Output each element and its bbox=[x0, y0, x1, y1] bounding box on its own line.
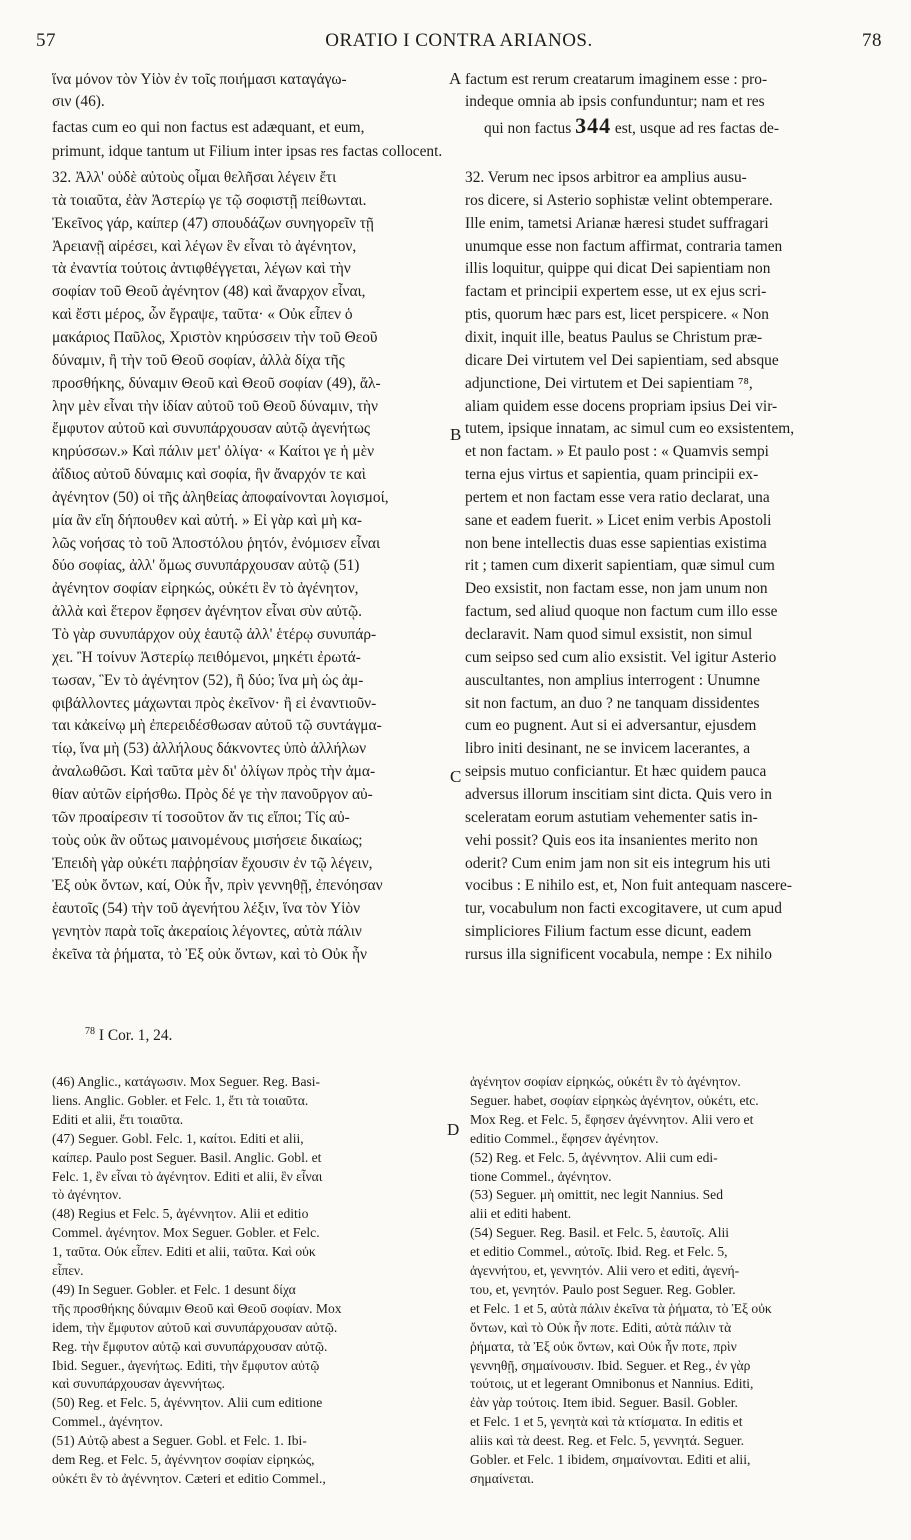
note-line: 1, ταῦτα. Οὐκ εἶπεν. Editi et alii, ταῦτα. Καὶ οὐκ bbox=[52, 1244, 316, 1260]
greek-text-line: ἀΐδιος αὐτοῦ δύναμις καὶ σοφία, ἣν ἄναρχόν τε καὶ bbox=[52, 466, 366, 484]
latin-text-line: adversus illorum inscitiam sint dicta. Quis vero in bbox=[465, 785, 772, 803]
greek-intro-line: σιν (46). bbox=[52, 93, 105, 110]
latin-text-line: aliam quidem esse docens propriam ipsius Dei vir- bbox=[465, 397, 778, 415]
note-line: τούτοις, ut et legerant Omnibonus et Nannius. Editi, bbox=[470, 1376, 754, 1392]
greek-text-line: τοὺς οὐκ ἂν οὕτως μαινομένους μισήσειε δικαίως; bbox=[52, 831, 363, 849]
greek-text-line: δύο σοφίας, ἀλλ' ὅμως συνυπάρχουσαν αὐτῷ (51) bbox=[52, 557, 360, 575]
note-line: καίπερ. Paulo post Seguer. Basil. Anglic. Gobl. et bbox=[52, 1149, 322, 1165]
footnote-text: I Cor. 1, 24. bbox=[98, 1027, 173, 1045]
note-line: et Felc. 1 et 5, γενητὰ καὶ τὰ κτίσματα. In editis et bbox=[470, 1414, 743, 1430]
latin-text-line: sceleratam eorum astutiam vehementer satis in- bbox=[465, 808, 758, 826]
greek-text-line: Τὸ γὰρ συνυπάρχον οὐχ ἑαυτῷ ἀλλ' ἑτέρῳ συνυπάρ- bbox=[52, 626, 377, 643]
latin-text-line: auscultantes, non amplius interrogent : Unumne bbox=[465, 671, 760, 689]
latin-intro-line: factum est rerum creatarum imaginem esse : pro- bbox=[465, 71, 768, 88]
greek-text-line: τὰ τοιαῦτα, ἐὰν Ἀστερίῳ γε τῷ σοφιστῇ πείθωνται. bbox=[52, 191, 367, 209]
full-width-line: primunt, idque tantum ut Filium inter ipsas res factas collocent. bbox=[52, 143, 443, 160]
greek-text-line: Ἐκεῖνος γάρ, καίπερ (47) σπουδάζων συνηγορεῖν τῇ bbox=[52, 214, 374, 232]
note-line: (48) Regius et Felc. 5, ἀγέννητον. Alii et editio bbox=[52, 1206, 309, 1222]
latin-text-line: factum, sed aliud quoque non factum cum illo esse bbox=[465, 603, 778, 621]
greek-text-line: ἑαυτοῖς (54) τὴν τοῦ ἀγενήτου λέξιν, ἵνα τὸν Υἱὸν bbox=[52, 900, 361, 918]
greek-text-line: ται κἀκείνῳ μὴ ἐπερειδέσθωσαν αὐτοῦ τῷ συντάγμα- bbox=[52, 717, 382, 735]
latin-text-line: Deo exsistit, non factam esse, non jam unum non bbox=[465, 580, 768, 598]
note-line: alii et editi habent. bbox=[470, 1206, 572, 1222]
margin-letter-b: B bbox=[450, 425, 462, 444]
full-width-line-split bbox=[484, 116, 884, 138]
note-line: idem, τὴν ἔμφυτον αὐτοῦ καὶ συνυπάρχουσαν αὐτῷ. bbox=[52, 1319, 338, 1335]
note-line: et editio Commel., αὐτοῖς. Ibid. Reg. et Felc. 5, bbox=[470, 1244, 728, 1260]
margin-letter-a: A bbox=[449, 69, 462, 88]
latin-text-line: illis loquitur, quippe qui dicat Dei sapientiam non bbox=[465, 260, 771, 278]
greek-text-line: σοφίαν τοῦ Θεοῦ ἀγένητον (48) καὶ ἄναρχον εἶναι, bbox=[52, 283, 366, 301]
latin-text-line: unumque esse non factum affirmat, contraria tamen bbox=[465, 237, 783, 255]
latin-text-line: non bene intellectis duas esse sapientias existima bbox=[465, 534, 767, 552]
latin-text-line: cum eo pugnent. Aut si ei adversantur, ejusdem bbox=[465, 717, 757, 735]
latin-text-line: seipsis mutuo conficiantur. Et hæc quidem pauca bbox=[465, 763, 767, 781]
latin-text-line: adjunctione, Dei virtutem et Dei sapientiam ⁷⁸, bbox=[465, 374, 753, 392]
latin-text-line: vehi possit? Quis eos ita insanientes merito non bbox=[465, 831, 758, 849]
note-line: editio Commel., ἔφησεν ἀγένητον. bbox=[470, 1130, 659, 1146]
note-line: Gobler. et Felc. 1 ibidem, σημαίνονται. Editi et alii, bbox=[470, 1452, 751, 1467]
latin-text-line: 32. Verum nec ipsos arbitror ea amplius ausu- bbox=[465, 169, 747, 186]
greek-text-line: τωσαν, Ἓν τὸ ἀγένητον (52), ἢ δύο; ἵνα μὴ ὡς ἀμ- bbox=[52, 671, 364, 689]
note-line: (52) Reg. et Felc. 5, ἀγέννητον. Alii cum edi- bbox=[470, 1149, 718, 1165]
note-line: (53) Seguer. μὴ omittit, nec legit Nannius. Sed bbox=[470, 1187, 724, 1203]
greek-text-line: Ἐξ οὐκ ὄντων, καί, Οὐκ ἦν, πρὶν γεννηθῇ, ἐπενόησαν bbox=[52, 877, 383, 895]
note-line: Commel. ἀγένητον. Mox Seguer. Gobler. et Felc. bbox=[52, 1225, 320, 1241]
latin-text-line: libro initi desinant, ne se invicem lacerantes, a bbox=[465, 740, 751, 758]
note-line: (54) Seguer. Reg. Basil. et Felc. 5, ἑαυτοῖς. Alii bbox=[470, 1225, 730, 1241]
greek-text-line: τὰ ἐναντία τούτοις ἀντιφθέγγεται, λέγων καὶ τὴν bbox=[52, 260, 351, 278]
note-line: dem Reg. et Felc. 5, ἀγέννητον σοφίαν εἰρηκώς, bbox=[52, 1452, 315, 1467]
note-line: (49) In Seguer. Gobler. et Felc. 1 desunt δίχα bbox=[52, 1281, 296, 1297]
latin-text-line: terna ejus virtus et sapientia, quam principii ex- bbox=[465, 466, 759, 484]
note-line: ἐὰν γὰρ τούτοις. Item ibid. Seguer. Basil. Gobler. bbox=[470, 1395, 738, 1411]
greek-text-line: χει. Ἢ τοίνυν Ἀστερίῳ πειθόμενοι, μηκέτι ἐρωτά- bbox=[52, 648, 361, 666]
margin-letter-c: C bbox=[450, 767, 462, 786]
note-line: οὐκέτι ἓν τὸ ἀγέννητον. Cæteri et editio Commel., bbox=[52, 1470, 326, 1486]
greek-text-line: γενητὸν παρὰ τοῖς ἀκεραίοις λέγοντες, αὐτὰ πάλιν bbox=[52, 923, 362, 941]
greek-text-line: ἀγένητον (50) οἱ τῆς ἀληθείας ἀποφαίνονται λογισμοί, bbox=[52, 488, 389, 506]
note-line: (46) Anglic., κατάγωσιν. Mox Seguer. Reg. Basi- bbox=[52, 1074, 321, 1089]
note-line: Seguer. habet, σοφίαν εἰρηκὼς ἀγένητον, οὐκέτι, etc. bbox=[470, 1092, 759, 1108]
note-line: liens. Anglic. Gobler. et Felc. 1, ἔτι τὰ τοιαῦτα. bbox=[52, 1092, 309, 1108]
greek-text-line: ἔμφυτον αὐτοῦ καὶ συνυπάρχουσαν αὐτῷ ἀγενήτως bbox=[52, 420, 370, 438]
note-line: Mox Reg. et Felc. 5, ἔφησεν ἀγέννητον. Alii vero et bbox=[470, 1111, 754, 1127]
latin-text-line: simpliciores Filium factum esse dicunt, eadem bbox=[465, 923, 752, 941]
latin-text-line: vocibus : E nihilo est, et, Non fuit antequam nascere- bbox=[465, 877, 792, 895]
latin-text-line: sane et eadem fuerit. » Licet enim verbis Apostoli bbox=[465, 511, 772, 529]
footnote-mark: 78 bbox=[85, 1026, 95, 1037]
greek-text-line: 32. Ἀλλ' οὐδὲ αὐτοὺς οἶμαι θελῆσαι λέγειν ἔτι bbox=[52, 169, 337, 186]
greek-text-line: τῶν προαίρεσιν τί τοσοῦτον ἄν τις εἴποι; Τίς αὐ- bbox=[52, 808, 350, 826]
note-line: τὸ ἀγένητον. bbox=[52, 1187, 122, 1203]
greek-intro-line: ἵνα μόνον τὸν Υἱὸν ἐν τοῖς ποιήμασι καταγάγω- bbox=[52, 71, 347, 88]
latin-text-line: et non factam. » Et paulo post : « Quamvis sempi bbox=[465, 443, 769, 461]
note-line: Commel., ἀγένητον. bbox=[52, 1414, 163, 1430]
note-line: Editi et alii, ἔτι τοιαῦτα. bbox=[52, 1111, 184, 1127]
note-line: γεννηθῇ, σημαίνουσιν. Ibid. Seguer. et Reg., ἐν γὰρ bbox=[470, 1357, 751, 1373]
greek-text-line: ἀγένητον σοφίαν εἰρηκώς, οὐκέτι ἓν τὸ ἀγένητον, bbox=[52, 580, 359, 598]
note-line: τῆς προσθήκης δύναμιν Θεοῦ καὶ Θεοῦ σοφίαν. Mox bbox=[52, 1300, 342, 1316]
latin-intro-line: indeque omnia ab ipsis confunduntur; nam et res bbox=[465, 93, 765, 110]
latin-text-line: ptis, quorum hæc pars est, licet perspicere. « Non bbox=[465, 306, 769, 324]
full-width-line: factas cum eo qui non factus est adæquant, et eum, bbox=[52, 119, 365, 136]
latin-text-line: sit non factum, an duo ? ne tanquam dissidentes bbox=[465, 694, 760, 712]
note-line: καὶ συνυπάρχουσαν ἀγεννήτως. bbox=[52, 1376, 226, 1392]
main-footnote bbox=[85, 1026, 172, 1045]
greek-text-line: Ἐπειδὴ γὰρ οὐκέτι παῤῥησίαν ἔχουσιν ἐν τῷ λέγειν, bbox=[52, 854, 373, 872]
greek-text-line: θίαν αὐτῶν εἰρήσθω. Πρὸς δέ γε τὴν πανοῦργον αὐ- bbox=[52, 785, 373, 803]
latin-text-line: dixit, inquit ille, beatus Paulus se Christum præ- bbox=[465, 328, 763, 346]
greek-text-line: καὶ ἔστι μέρος, ὧν ἔγραψε, ταῦτα· « Οὐκ εἶπεν ὁ bbox=[52, 306, 353, 324]
greek-text-line: δύναμιν, ἢ τὴν τοῦ Θεοῦ σοφίαν, ἀλλὰ δίχα τῆς bbox=[52, 351, 345, 369]
page-number-left: 57 bbox=[36, 30, 56, 51]
note-line: σημαίνεται. bbox=[470, 1470, 534, 1486]
greek-text-line: ἐκεῖνα τὰ ῥήματα, τὸ Ἐξ οὐκ ὄντων, καὶ τὸ Οὐκ ἦν bbox=[52, 945, 368, 963]
latin-text-line: pertem et non factam esse vera ratio declarat, una bbox=[465, 488, 770, 506]
latin-text-line: oderit? Cum enim jam non sit eis integrum his uti bbox=[465, 854, 771, 872]
note-line: ἀγεννήτου, et, γεννητόν. Alii vero et editi, ἀγενή- bbox=[470, 1263, 740, 1278]
note-line: του, et, γενητόν. Paulo post Seguer. Reg. Gobler. bbox=[470, 1281, 736, 1297]
note-line: εἶπεν. bbox=[52, 1263, 84, 1278]
page-number-right: 78 bbox=[862, 30, 882, 51]
note-line: et Felc. 1 et 5, αὐτὰ πάλιν ἐκεῖνα τὰ ῥήματα, τὸ Ἐξ οὐκ bbox=[470, 1300, 772, 1316]
latin-text-line: rursus illa significent vocabula, nempe : Ex nihilo bbox=[465, 945, 772, 963]
latin-text-line: declaravit. Nam quod simul exsistit, non simul bbox=[465, 626, 753, 643]
note-line: Felc. 1, ἓν εἶναι τὸ ἀγένητον. Editi et alii, ἓν εἶναι bbox=[52, 1168, 323, 1184]
greek-text-line: προσθήκης, δύναμιν Θεοῦ καὶ Θεοῦ σοφίαν (49), ἄλ- bbox=[52, 374, 381, 392]
greek-text-line: ἀλλὰ καὶ ἕτερον ἔφησεν ἀγένητον εἶναι σὺν αὐτῷ. bbox=[52, 603, 363, 621]
greek-text-line: κηρύσσων.» Καὶ πάλιν μετ' ὀλίγα· « Καίτοι γε ἡ μὲν bbox=[52, 443, 375, 461]
greek-text-line: ἀναλωθῶσι. Καὶ ταῦτα μὲν δι' ὀλίγων πρὸς τὴν ἀμα- bbox=[52, 763, 376, 781]
greek-text-line: τίῳ, ἵνα μὴ (53) ἀλλήλους δάκνοντες ὑπὸ ἀλλήλων bbox=[52, 740, 367, 758]
latin-text-line: cum seipso sed cum alio exsistit. Vel igitur Asterio bbox=[465, 648, 777, 666]
page-header bbox=[36, 30, 882, 56]
latin-text-line: factam et principii expertem esse, ut ex ejus scri- bbox=[465, 283, 767, 301]
note-line: ἀγένητον σοφίαν εἰρηκώς, οὐκέτι ἓν τὸ ἀγένητον. bbox=[470, 1074, 741, 1089]
note-line: (50) Reg. et Felc. 5, ἀγέννητον. Alii cum editione bbox=[52, 1395, 323, 1411]
greek-text-line: λην μὲν εἶναι τὴν ἰδίαν αὐτοῦ τοῦ Θεοῦ δύναμιν, τὴν bbox=[52, 397, 379, 415]
note-line: Ibid. Seguer., ἀγενήτως. Editi, τὴν ἔμφυτον αὐτῷ bbox=[52, 1357, 320, 1373]
note-line: tione Commel., ἀγένητον. bbox=[470, 1168, 612, 1184]
note-line: (47) Seguer. Gobl. Felc. 1, καίτοι. Editi et alii, bbox=[52, 1130, 304, 1146]
latin-text-line: rit ; tamen cum dixerit sapientiam, quæ simul cum bbox=[465, 557, 775, 575]
greek-text-line: μία ἂν εἴη δήπουθεν καὶ αὐτή. » Εἰ γὰρ καὶ μὴ κα- bbox=[52, 511, 362, 529]
note-line: (51) Αὐτῷ abest a Seguer. Gobl. et Felc. 1. Ibi- bbox=[52, 1433, 307, 1449]
latin-text-line: Ille enim, tametsi Arianæ hæresi studet suffragari bbox=[465, 214, 769, 232]
latin-text-line: tutem, ipsique innatam, ac simul cum eo exsistentem, bbox=[465, 420, 795, 438]
latin-text-line: dicare Dei virtutem vel Dei sapientiam, sed absque bbox=[465, 351, 779, 369]
greek-text-line: λῶς νοήσας τὸ τοῦ Ἀποστόλου ῥητόν, ἐνόμισεν εἶναι bbox=[52, 534, 381, 552]
greek-text-line: μακάριος Παῦλος, Χριστὸν κηρύσσειν τὴν τοῦ Θεοῦ bbox=[52, 328, 378, 346]
latin-text-line: ros dicere, si Asterio sophistæ velint obtemperare. bbox=[465, 191, 773, 209]
note-line: aliis καὶ τὰ deest. Reg. et Felc. 5, γεννητά. Seguer. bbox=[470, 1433, 745, 1449]
greek-text-line: φιβάλλοντες μάχωνται πρὸς ἐκεῖνον· ἢ εἰ ἐναντιοῦν- bbox=[52, 694, 377, 712]
note-line: ῥήματα, τὰ Ἐξ οὐκ ὄντων, καὶ Οὐκ ἦν ποτε, πρὶν bbox=[470, 1338, 737, 1354]
mid-text-right: est, usque ad res factas de- bbox=[614, 120, 780, 137]
margin-letter-d: D bbox=[447, 1120, 460, 1139]
note-line: ὄντων, καὶ τὸ Οὐκ ἦν ποτε. Editi, αὐτὰ πάλιν τὰ bbox=[470, 1319, 732, 1335]
greek-text-line: Ἀρειανῇ αἱρέσει, καὶ λέγων ἓν εἶναι τὸ ἀγένητον, bbox=[52, 237, 357, 255]
note-line: Reg. τὴν ἔμφυτον αὐτῷ καὶ συνυπάρχουσαν αὐτῷ. bbox=[52, 1338, 328, 1354]
running-title: ORATIO I CONTRA ARIANOS. bbox=[325, 30, 593, 51]
column-number: 344 bbox=[575, 116, 612, 138]
latin-text-line: tur, vocabulum non facti excogitavere, ut cum apud bbox=[465, 900, 782, 918]
mid-text-left: qui non factus bbox=[484, 120, 572, 137]
